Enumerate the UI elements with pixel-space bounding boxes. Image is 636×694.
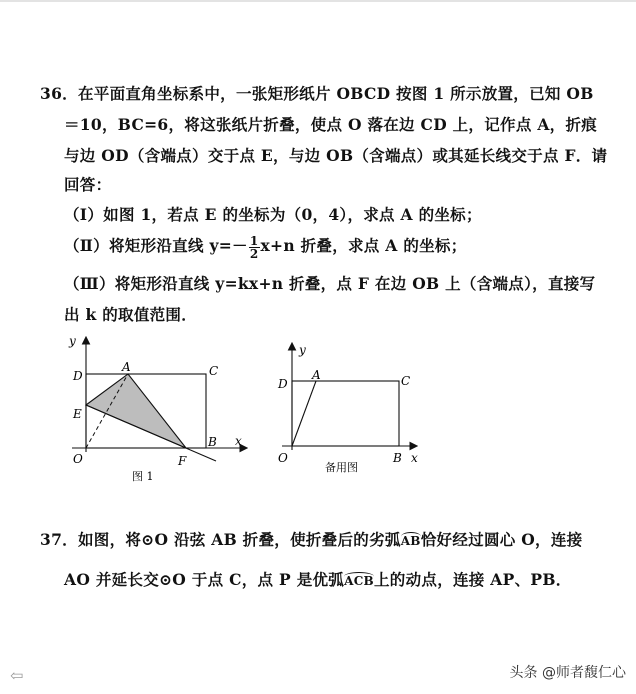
label-x: x — [411, 451, 418, 465]
q36-line-1: 36．在平面直角坐标系中，一张矩形纸片 OBCD 按图 1 所示放置，已知 OB — [40, 84, 594, 103]
figure-1-caption: 图 1 — [132, 470, 154, 483]
q37-line-1 — [40, 528, 582, 550]
q36-part-2-pre: （Ⅱ）将矩形沿直线 y=－ — [64, 236, 248, 255]
label-B: B — [393, 451, 402, 465]
q36-part-3-line-1: （Ⅲ）将矩形沿直线 y=kx+n 折叠，点 F 在边 OB 上（含端点），直接写 — [64, 274, 596, 293]
q36-part-2-post: x+n 折叠，求点 A 的坐标； — [260, 236, 467, 255]
label-C: C — [209, 364, 219, 378]
q37-line-2-pre: AO 并延长交⊙O 于点 C，点 P 是优弧 — [64, 570, 345, 589]
arc-ab: AB — [400, 534, 421, 548]
segment-oa — [292, 381, 316, 446]
q37-line-1-post: 恰好经过圆心 O，连接 — [420, 530, 583, 549]
label-C: C — [401, 374, 411, 388]
label-A: A — [122, 360, 131, 374]
q36-part-3-line-2: 出 k 的取值范围． — [64, 305, 198, 324]
label-y: y — [69, 334, 76, 348]
figure-2-caption: 备用图 — [325, 461, 358, 474]
label-B: B — [208, 435, 217, 449]
label-y: y — [299, 343, 306, 357]
watermark: 头条 @师者馥仁心 — [510, 662, 626, 682]
q36-line-2: ＝10，BC=6，将这张纸片折叠，使点 O 落在边 CD 上，记作点 A，折痕 — [64, 115, 598, 134]
label-O: O — [73, 452, 83, 466]
q37-line-1-pre: 37．如图，将⊙O 沿弦 AB 折叠，使折叠后的劣弧 — [40, 530, 401, 549]
figure-2-spare — [270, 338, 430, 478]
top-border — [0, 0, 636, 2]
figure-1 — [60, 330, 260, 490]
left-arrow-icon[interactable]: ⇦ — [10, 666, 24, 685]
label-D: D — [73, 369, 83, 383]
fraction — [249, 235, 260, 260]
label-E: E — [73, 407, 82, 421]
fraction-numerator: 1 — [249, 233, 259, 248]
q36-line-3: 与边 OD（含端点）交于点 E，与边 OB（含端点）或其延长线交于点 F．请 — [64, 146, 608, 165]
q37-line-2 — [64, 568, 572, 590]
rectangle-obcd — [292, 381, 399, 446]
q36-part-1: （Ⅰ）如图 1，若点 E 的坐标为（0，4），求点 A 的坐标； — [64, 205, 482, 224]
arc-acb: ACB — [344, 574, 374, 588]
q37-line-2-post: 上的动点，连接 AP、PB． — [374, 570, 572, 589]
q36-line-4: 回答： — [64, 175, 112, 194]
label-O: O — [278, 451, 288, 465]
label-A: A — [312, 368, 321, 382]
label-x: x — [235, 434, 242, 448]
q36-part-2 — [64, 234, 467, 260]
label-D: D — [278, 377, 288, 391]
label-F: F — [178, 454, 187, 468]
fraction-denominator: 2 — [249, 246, 259, 261]
